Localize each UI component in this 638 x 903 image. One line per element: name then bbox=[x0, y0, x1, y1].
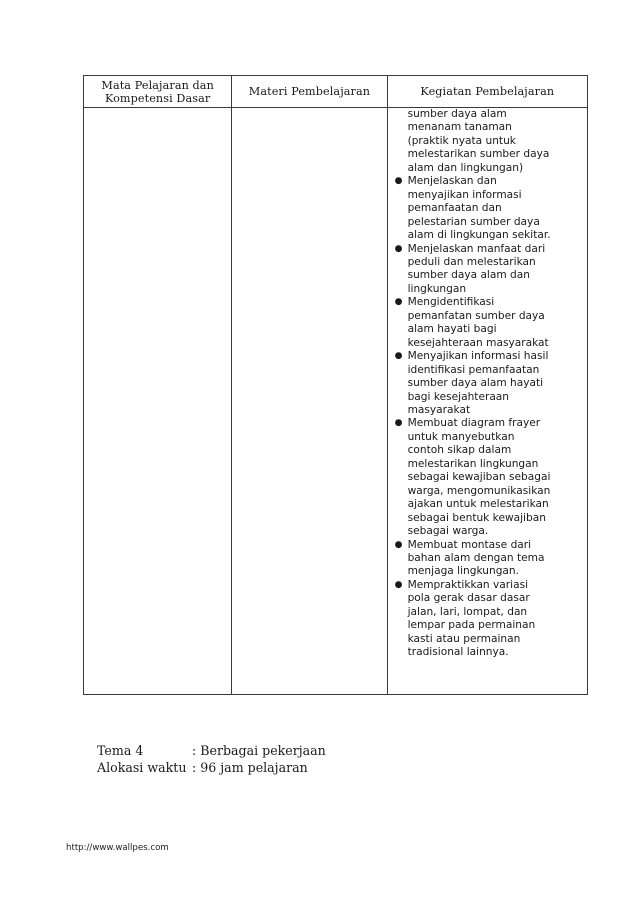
activity-item bbox=[388, 350, 587, 417]
activity-line: alam hayati bagi bbox=[407, 323, 497, 336]
activity-line: Menjelaskan dan bbox=[407, 175, 497, 188]
activity-item bbox=[388, 296, 587, 350]
activity-line: Menjelaskan manfaat dari bbox=[407, 242, 546, 255]
activity-line: bahan alam dengan tema bbox=[407, 551, 545, 564]
bullet-icon: ● bbox=[394, 297, 403, 308]
activity-line: menanam tanaman bbox=[407, 121, 512, 134]
theme-label: Tema 4 bbox=[97, 743, 144, 758]
bullet-icon: ● bbox=[394, 539, 403, 550]
activity-item bbox=[388, 579, 587, 660]
header-materials: Materi Pembelajaran bbox=[232, 76, 387, 108]
activity-line: Membuat montase dari bbox=[407, 538, 532, 551]
activity-line: Mempraktikkan variasi bbox=[407, 578, 529, 591]
activity-line: contoh sikap dalam bbox=[407, 444, 512, 457]
activity-item bbox=[388, 539, 587, 579]
activity-line: kasti atau permainan bbox=[407, 632, 521, 645]
theme-row bbox=[97, 742, 326, 759]
activity-line: melestarikan lingkungan bbox=[407, 457, 539, 470]
activity-line: pemanfatan sumber daya bbox=[407, 309, 545, 322]
activity-line: bagi kesejahteraan bbox=[407, 390, 510, 403]
table-row bbox=[84, 108, 588, 695]
bullet-icon: ● bbox=[394, 176, 403, 187]
materials-cell bbox=[232, 108, 387, 695]
activity-line: sumber daya alam bbox=[407, 108, 507, 120]
header-subject-competency bbox=[84, 76, 232, 108]
activity-item bbox=[388, 108, 587, 175]
table-header-row bbox=[84, 76, 588, 108]
activity-line: untuk manyebutkan bbox=[407, 430, 515, 443]
activity-line: ajakan untuk melestarikan bbox=[407, 498, 549, 511]
curriculum-table bbox=[83, 75, 588, 695]
activity-line: peduli dan melestarikan bbox=[407, 255, 536, 268]
subject-cell bbox=[84, 108, 232, 695]
bullet-icon: ● bbox=[394, 243, 403, 254]
theme-value: : Berbagai pekerjaan bbox=[192, 743, 326, 758]
activity-line: pelestarian sumber daya bbox=[407, 215, 540, 228]
activity-line: kesejahteraan masyarakat bbox=[407, 336, 549, 349]
time-allocation-label: Alokasi waktu bbox=[97, 760, 187, 775]
activity-line: Membuat diagram frayer bbox=[407, 417, 541, 430]
activity-list bbox=[388, 108, 587, 660]
footer-url: http://www.wallpes.com bbox=[66, 843, 169, 853]
activity-line: lingkungan bbox=[407, 282, 467, 295]
activity-line: lempar pada permainan bbox=[407, 619, 536, 632]
activities-cell bbox=[387, 108, 587, 695]
activity-line: Menyajikan informasi hasil bbox=[407, 350, 549, 363]
activity-line: (praktik nyata untuk bbox=[407, 134, 516, 147]
activity-item bbox=[388, 417, 587, 538]
header-subject-line-1: Mata Pelajaran dan bbox=[101, 78, 214, 92]
theme-info bbox=[97, 742, 326, 776]
activity-line: pemanfaatan dan bbox=[407, 202, 502, 215]
activity-line: masyarakat bbox=[407, 403, 471, 416]
activity-item bbox=[388, 175, 587, 242]
activity-line: menyajikan informasi bbox=[407, 188, 522, 201]
activity-line: pola gerak dasar dasar bbox=[407, 592, 530, 605]
activity-line: menjaga lingkungan. bbox=[407, 565, 520, 578]
activity-line: alam di lingkungan sekitar. bbox=[407, 229, 551, 242]
header-subject-line-2: Kompetensi Dasar bbox=[104, 91, 211, 105]
activity-line: sebagai bentuk kewajiban bbox=[407, 511, 546, 524]
time-allocation-value: : 96 jam pelajaran bbox=[192, 760, 308, 775]
time-allocation-row bbox=[97, 759, 326, 776]
activity-item bbox=[388, 243, 587, 297]
bullet-icon: ● bbox=[394, 351, 403, 362]
activity-line: sebagai warga. bbox=[407, 525, 489, 538]
activity-line: melestarikan sumber daya bbox=[407, 148, 550, 161]
activity-line: alam dan lingkungan) bbox=[407, 161, 524, 174]
header-activities: Kegiatan Pembelajaran bbox=[387, 76, 587, 108]
activity-line: sumber daya alam hayati bbox=[407, 377, 544, 390]
activity-line: sumber daya alam dan bbox=[407, 269, 530, 282]
bullet-icon: ● bbox=[394, 418, 403, 429]
activity-line: jalan, lari, lompat, dan bbox=[407, 605, 528, 618]
activity-line: tradisional lainnya. bbox=[407, 646, 509, 659]
activity-line: identifikasi pemanfaatan bbox=[407, 363, 540, 376]
activity-line: warga, mengomunikasikan bbox=[407, 484, 551, 497]
activity-line: Mengidentifikasi bbox=[407, 296, 495, 309]
activity-line: sebagai kewajiban sebagai bbox=[407, 471, 551, 484]
bullet-icon: ● bbox=[394, 579, 403, 590]
